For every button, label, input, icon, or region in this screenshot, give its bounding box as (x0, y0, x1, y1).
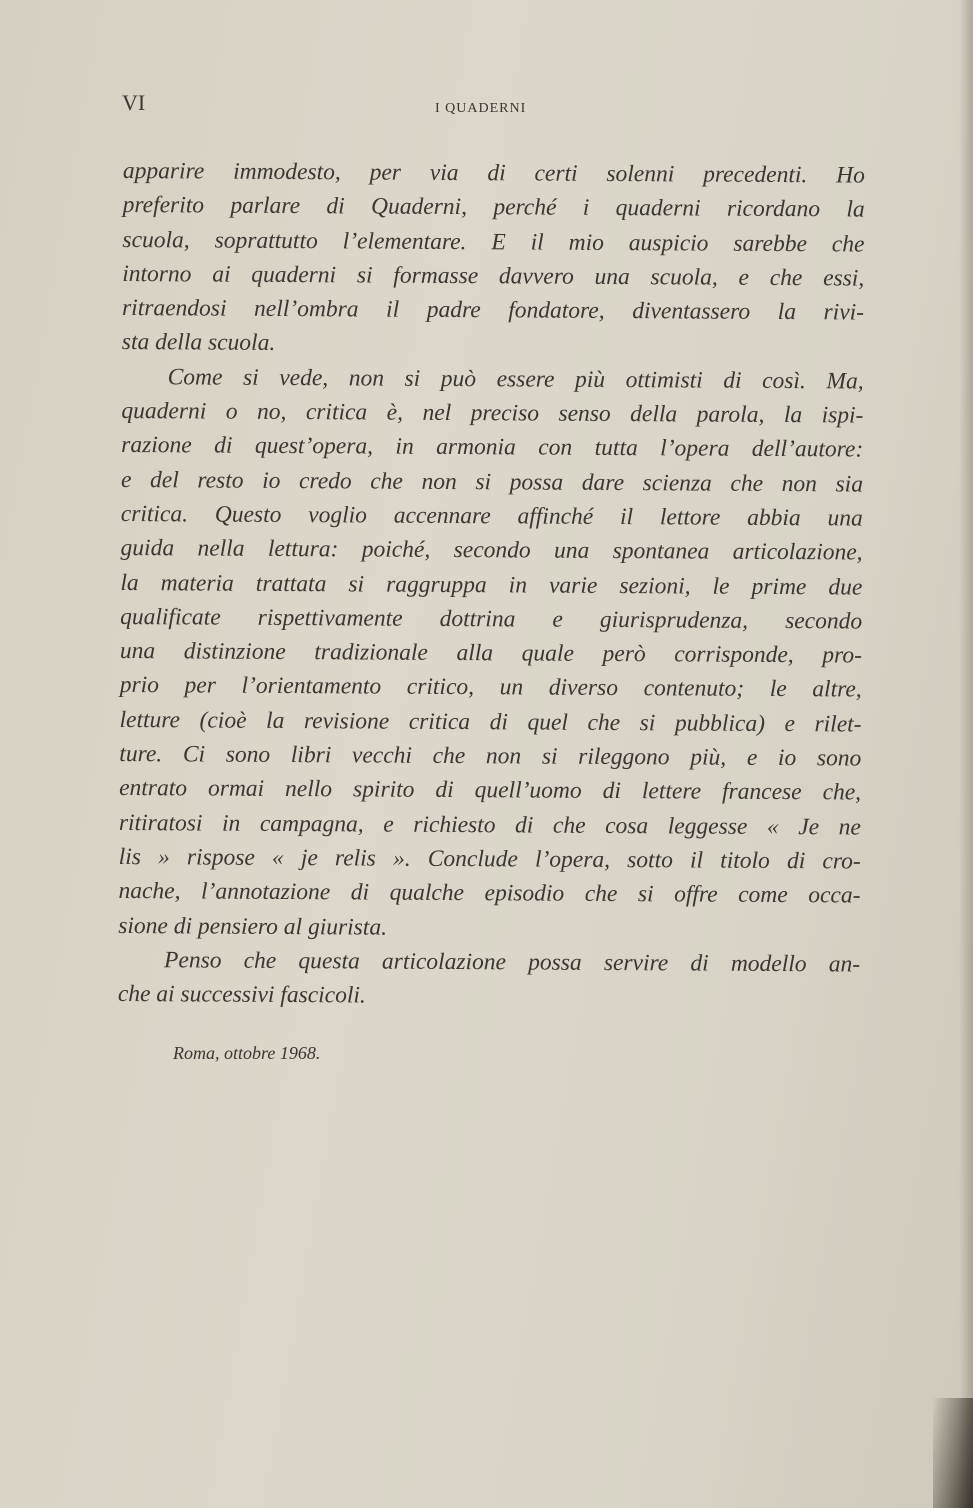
paragraph (118, 943, 860, 1016)
text-line: apparire immodesto, per via di certi solenni precedenti. Ho (122, 157, 865, 189)
text-line: quaderni o no, critica è, nel preciso senso della parola, la ispi- (121, 398, 864, 429)
text-line: letture (cioè la revisione critica di quel che si pubblica) e rilet- (119, 706, 862, 738)
text-line: che ai successivi fascicoli. (117, 981, 366, 1009)
text-line: guida nella lettura: poiché, secondo una spontanea articolazione, (120, 535, 863, 566)
running-title: I QUADERNI (435, 101, 527, 116)
text-line: sione di pensiero al giurista. (118, 912, 388, 941)
text-line: sta della scuola. (121, 329, 276, 357)
text-line: una distinzione tradizionale alla quale però corrisponde, pro- (119, 638, 863, 669)
text-line: entrato ormai nello spirito di quell’uomo di lettere francese che, (119, 775, 862, 806)
text-line: ture. Ci sono libri vecchi che non si rileggono più, e io sono (119, 741, 862, 772)
text-line: lis » rispose « je relis ». Conclude l’opera, sotto il titolo di cro- (118, 843, 861, 875)
text-line: ritraendosi nell’ombra il padre fondatore, diventassero la rivi- (121, 295, 865, 326)
page-edge-shadow (959, 0, 973, 1508)
text-line: la materia trattata si raggruppa in varie sezioni, le prime due (120, 569, 863, 601)
text-line: critica. Questo voglio accennare affinché il lettore abbia una (120, 500, 863, 532)
page-number: VI (122, 90, 146, 115)
text-line: intorno ai quaderni si formasse davvero una scuola, e che essi, (122, 260, 865, 292)
text-line: preferito parlare di Quaderni, perché i quaderni ricordano la (122, 192, 865, 223)
signature-place-date: Roma, ottobre 1968. (173, 1043, 321, 1063)
text-line: nache, l’annotazione di qualche episodio che si offre come occa- (118, 878, 861, 909)
text-line: prio per l’orientamento critico, un diverso contenuto; le altre, (119, 672, 862, 703)
page-corner-shadow (933, 1398, 973, 1508)
text-line: Penso che questa articolazione possa servire di modello an- (163, 947, 861, 978)
paragraph (118, 360, 864, 948)
text-line: ritiratosi in campagna, e richiesto di che cosa leggesse « Je ne (118, 809, 861, 841)
text-line: e del resto io credo che non si possa dare scienza che non sia (120, 466, 864, 498)
text-line: Come si vede, non si può essere più ottimisti di così. Ma, (167, 364, 864, 395)
body-text (118, 154, 865, 1016)
text-line: scuola, soprattutto l’elementare. E il mio auspicio sarebbe che (122, 226, 865, 258)
paragraph (122, 154, 865, 364)
text-line: qualificate rispettivamente dottrina e giurisprudenza, secondo (120, 603, 863, 635)
text-line: razione di quest’opera, in armonia con tutta l’opera dell’autore: (121, 432, 864, 463)
